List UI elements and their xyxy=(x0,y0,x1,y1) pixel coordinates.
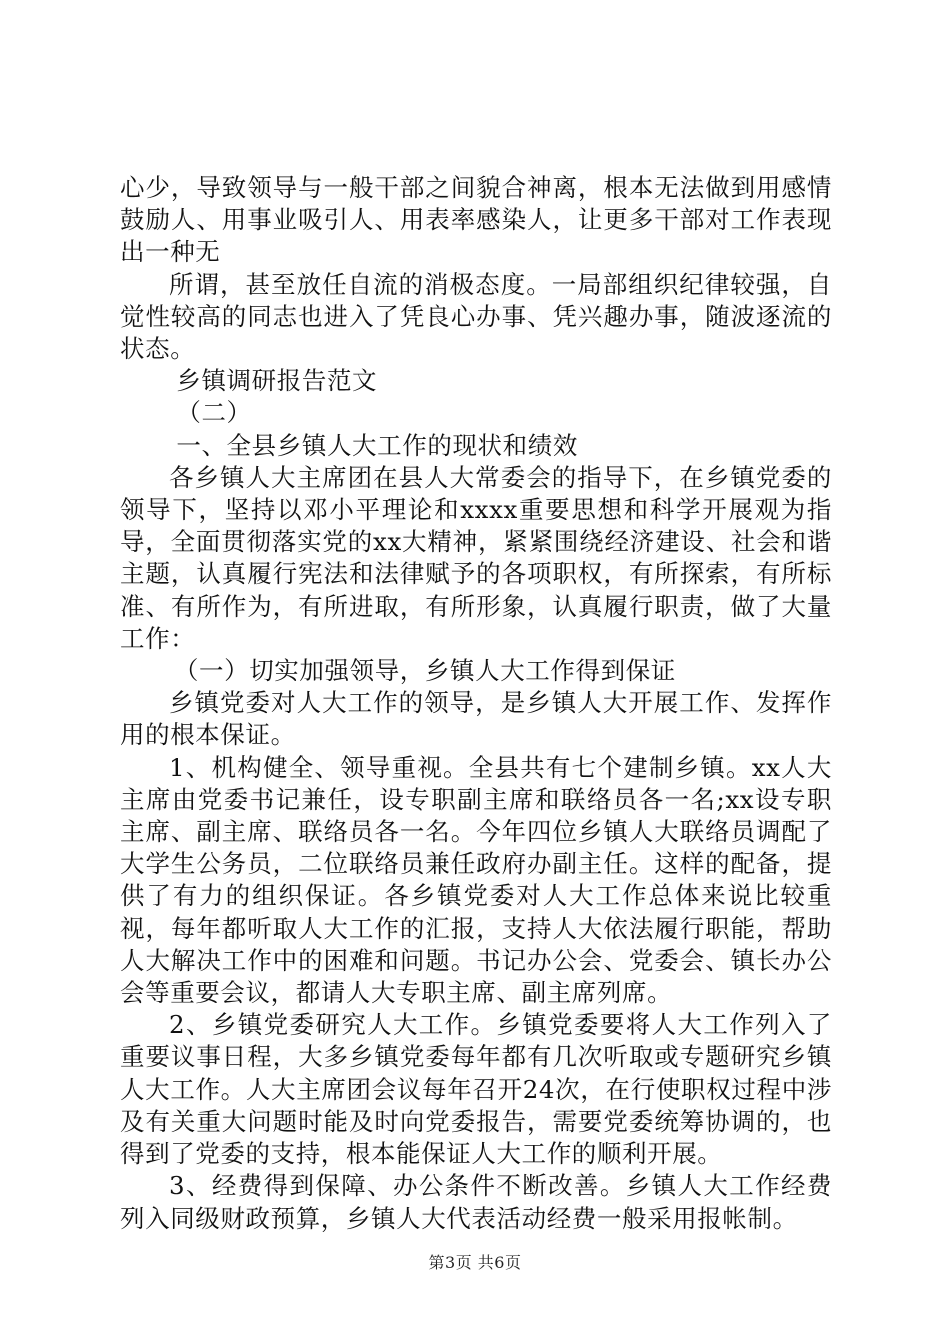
heading-level-2: （一）切实加强领导，乡镇人大工作得到保证 xyxy=(173,656,676,686)
paragraph-leadership: 乡镇党委对人大工作的领导，是乡镇人大开展工作、发挥作用的根本保证。 xyxy=(120,688,832,750)
paragraph-intro: 各乡镇人大主席团在县人大常委会的指导下，在乡镇党委的领导下，坚持以邓小平理论和xxxx重要思想和科学开展观为指导，全面贯彻落实党的xx大精神，紧紧围绕经济建设、社会和谐主题，认真履行宪法和法律赋予的各项职权，有所探索，有所标准、有所作为，有所进取，有所形象，认真履行职责，做了大量工作： xyxy=(120,462,832,653)
paragraph-continuation-2: 所谓，甚至放任自流的消极态度。一局部组织纪律较强，自觉性较高的同志也进入了凭良心办事、凭兴趣办事，随波逐流的状态。 xyxy=(120,269,832,364)
section-title: 乡镇调研报告范文 xyxy=(176,366,378,396)
paragraph-continuation: 心少，导致领导与一般干部之间貌合神离，根本无法做到用感情鼓励人、用事业吸引人、用表率感染人，让更多干部对工作表现出一种无 xyxy=(120,173,832,267)
section-number: （二） xyxy=(176,398,252,428)
paragraph-item-2: 2、乡镇党委研究人大工作。乡镇党委要将人大工作列入了重要议事日程，大多乡镇党委每年都有几次听取或专题研究乡镇人大工作。人大主席团会议每年召开24次，在行使职权过程中涉及有关重大问题时能及时向党委报告，需要党委统筹协调的，也得到了党委的支持，根本能保证人大工作的顺利开展。 xyxy=(120,1010,832,1169)
document-body xyxy=(120,172,832,1235)
page-footer: 第3页 共6页 xyxy=(428,1253,522,1272)
heading-level-1: 一、全县乡镇人大工作的现状和绩效 xyxy=(176,430,578,460)
paragraph-item-1: 1、机构健全、领导重视。全县共有七个建制乡镇。xx人大主席由党委书记兼任，设专职副主席和联络员各一名;xx设专职主席、副主席、联络员各一名。今年四位乡镇人大联络员调配了大学生公务员，二位联络员兼任政府办副主任。这样的配备，提供了有力的组织保证。各乡镇党委对人大工作总体来说比较重视，每年都听取人大工作的汇报，支持人大依法履行职能，帮助人大解决工作中的困难和问题。书记办公会、党委会、镇长办公会等重要会议，都请人大专职主席、副主席列席。 xyxy=(120,752,832,1008)
paragraph-item-3: 3、经费得到保障、办公条件不断改善。乡镇人大工作经费列入同级财政预算，乡镇人大代表活动经费一般采用报帐制。 xyxy=(120,1171,832,1233)
